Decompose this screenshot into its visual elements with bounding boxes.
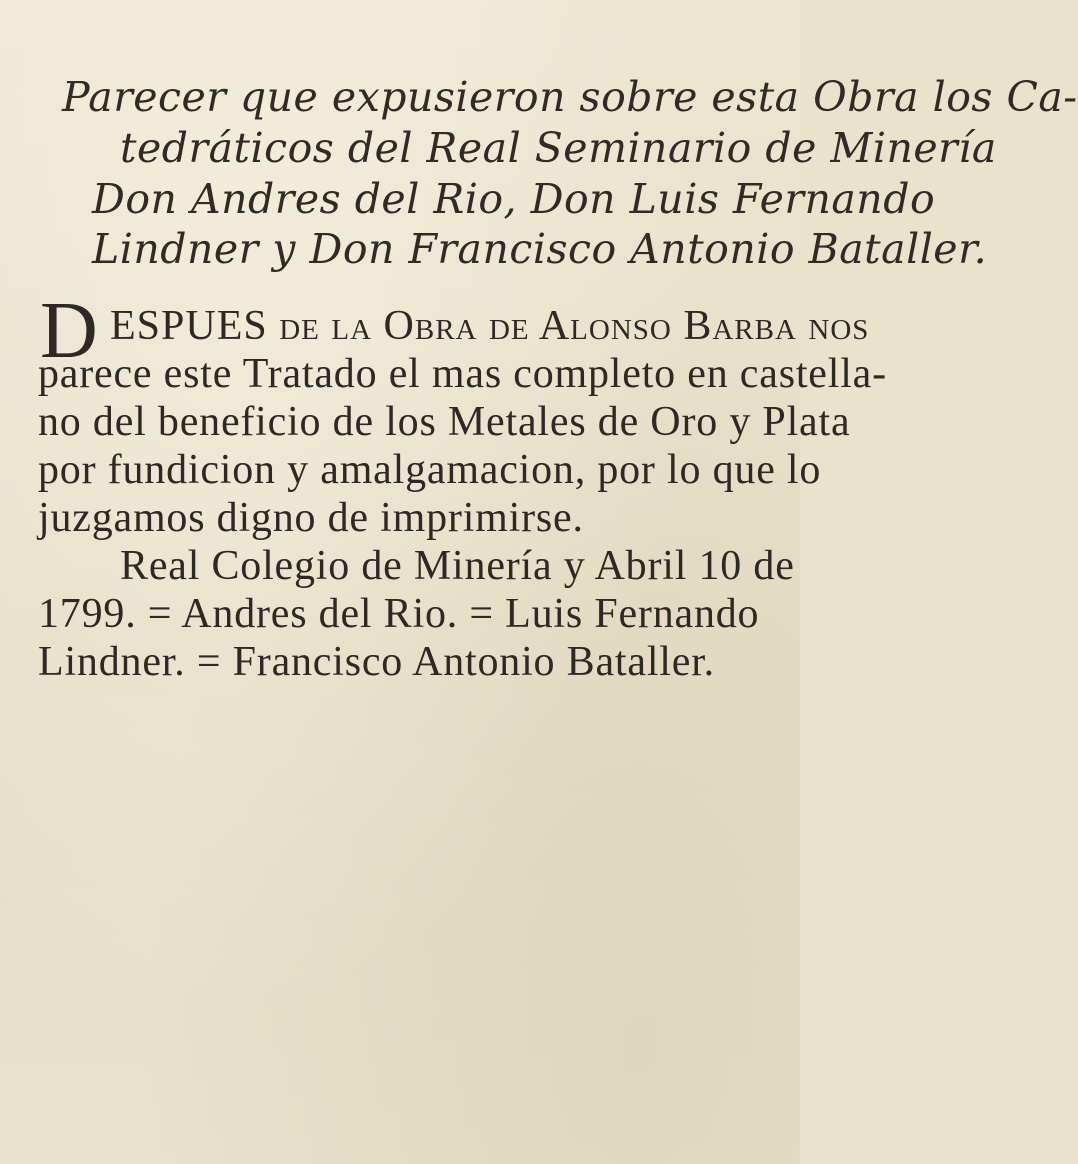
body-line-3: no del beneficio de los Metales de Oro y Plata — [38, 399, 851, 445]
signature-line-2: 1799. = Andres del Rio. = Luis Fernando — [38, 591, 760, 637]
body-line-5: juzgamos digno de imprimirse. — [38, 495, 584, 541]
body-line-1: ESPUES de la Obra de Alonso Barba nos — [110, 303, 870, 349]
signature-line-1: Real Colegio de Minería y Abril 10 de — [120, 543, 795, 589]
heading-line-1: Parecer que expusieron sobre esta Obra los Ca- — [62, 73, 1078, 121]
signature-line-3: Lindner. = Francisco Antonio Bataller. — [38, 639, 715, 685]
body-line-2: parece este Tratado el mas completo en castella- — [38, 351, 887, 397]
drop-cap: D — [40, 287, 98, 375]
heading-line-2: tedráticos del Real Seminario de Minería — [120, 124, 997, 172]
heading-line-4: Lindner y Don Francisco Antonio Bataller. — [92, 225, 988, 273]
heading-line-3: Don Andres del Rio, Don Luis Fernando — [92, 175, 936, 223]
body-line-4: por fundicion y amalgamacion, por lo que lo — [38, 447, 822, 493]
